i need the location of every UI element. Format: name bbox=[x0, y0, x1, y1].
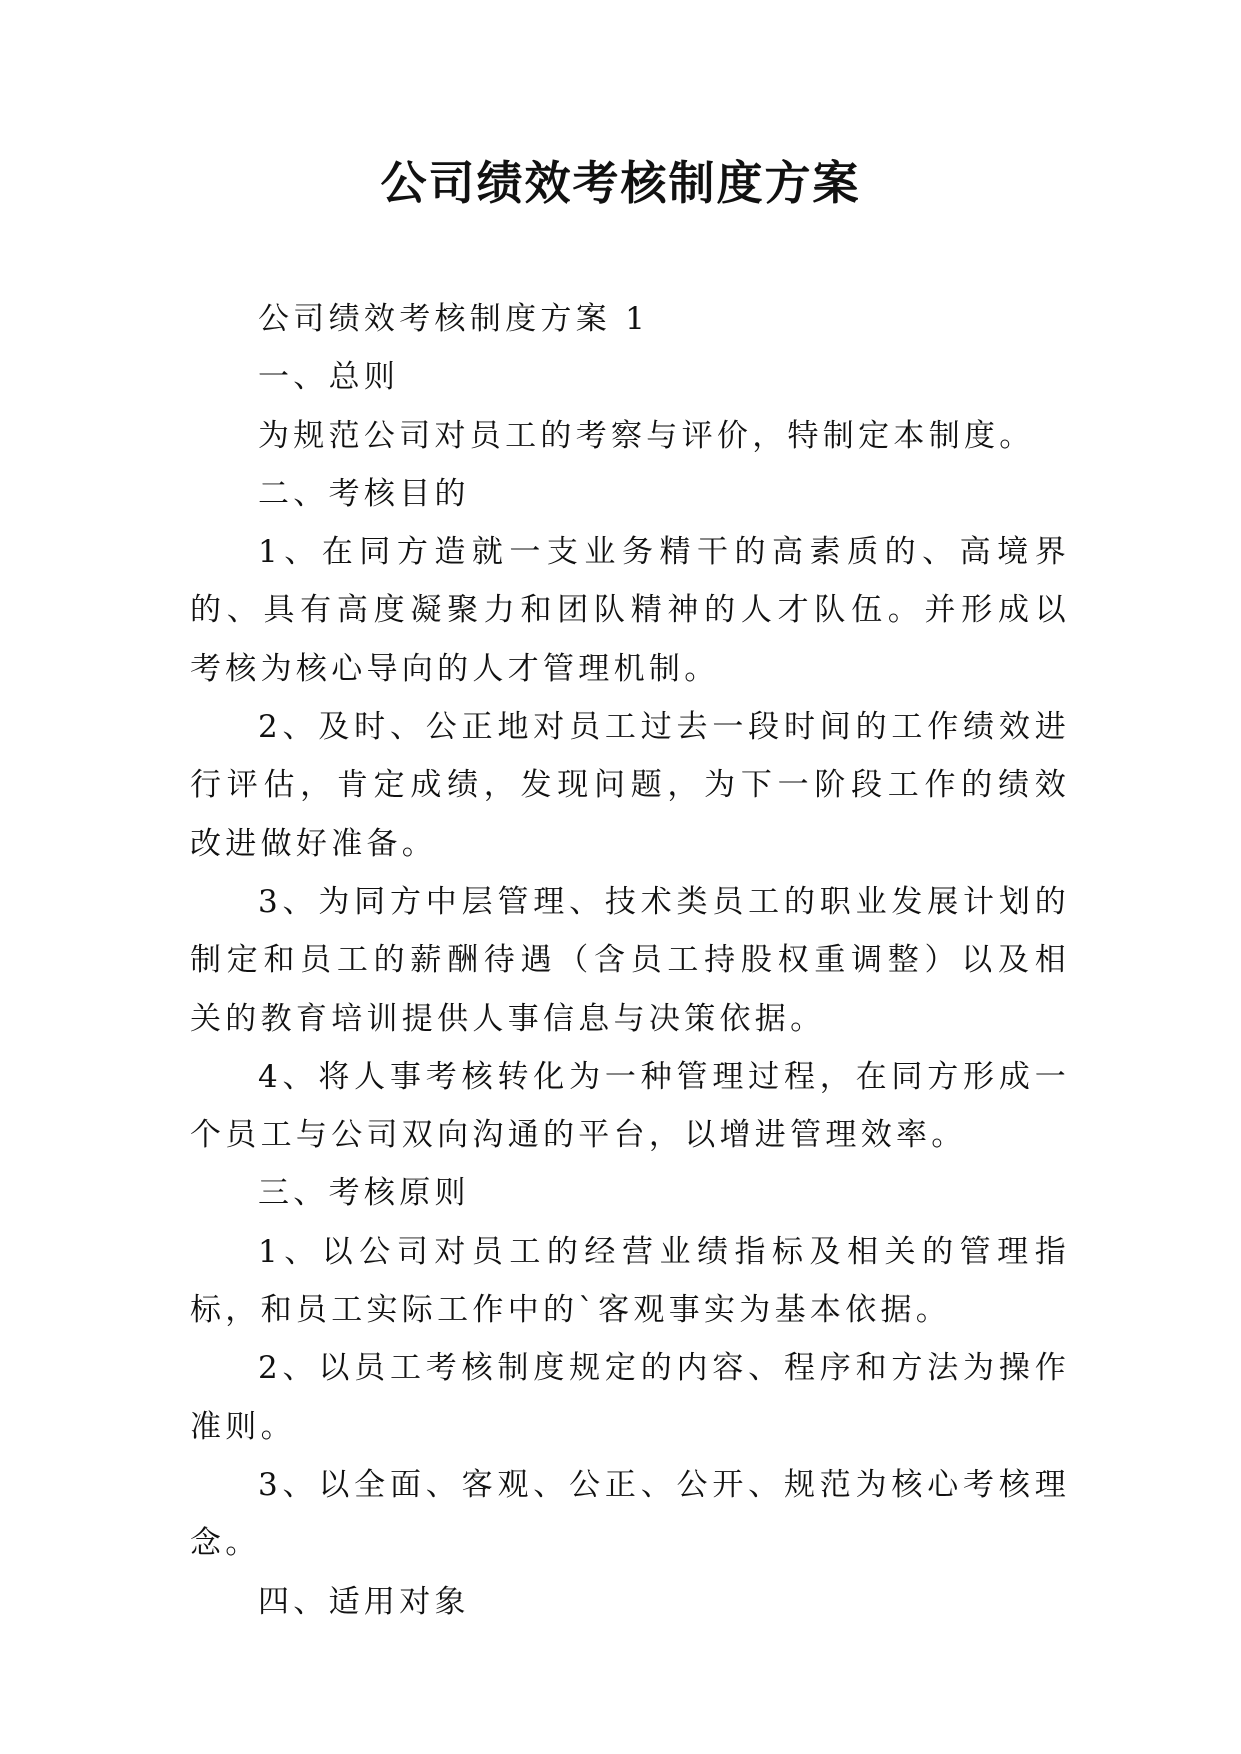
paragraph-purpose-3: 3、为同方中层管理、技术类员工的职业发展计划的制定和员工的薪酬待遇（含员工持股权重调整）以及相关的教育培训提供人事信息与决策依据。 bbox=[190, 883, 1070, 1037]
paragraph-purpose-4: 4、将人事考核转化为一种管理过程，在同方形成一个员工与公司双向沟通的平台，以增进管理效率。 bbox=[190, 1058, 1070, 1154]
document-body bbox=[190, 290, 1070, 1631]
paragraph-section-general: 一、总则 bbox=[258, 359, 400, 396]
paragraph-principle-1: 1、以公司对员工的经营业绩指标及相关的管理指标，和员工实际工作中的`客观事实为基本依据。 bbox=[190, 1233, 1070, 1329]
paragraph-general-text: 为规范公司对员工的考察与评价，特制定本制度。 bbox=[258, 417, 1035, 454]
paragraph-section-scope: 四、适用对象 bbox=[258, 1583, 470, 1620]
paragraph-purpose-1: 1、在同方造就一支业务精干的高素质的、高境界的、具有高度凝聚力和团队精神的人才队伍。并形成以考核为核心导向的人才管理机制。 bbox=[190, 534, 1070, 687]
paragraph-section-purpose: 二、考核目的 bbox=[258, 475, 470, 512]
paragraph-heading-plan-1: 公司绩效考核制度方案 1 bbox=[258, 301, 650, 337]
document-title: 公司绩效考核制度方案 bbox=[380, 156, 861, 210]
paragraph-principle-3: 3、以全面、客观、公正、公开、规范为核心考核理念。 bbox=[190, 1466, 1070, 1562]
paragraph-principle-2: 2、以员工考核制度规定的内容、程序和方法为操作准则。 bbox=[190, 1350, 1070, 1445]
paragraph-section-principles: 三、考核原则 bbox=[258, 1175, 470, 1212]
paragraph-purpose-2: 2、及时、公正地对员工过去一段时间的工作绩效进行评估，肯定成绩，发现问题，为下一阶段工作的绩效改进做好准备。 bbox=[190, 709, 1070, 862]
